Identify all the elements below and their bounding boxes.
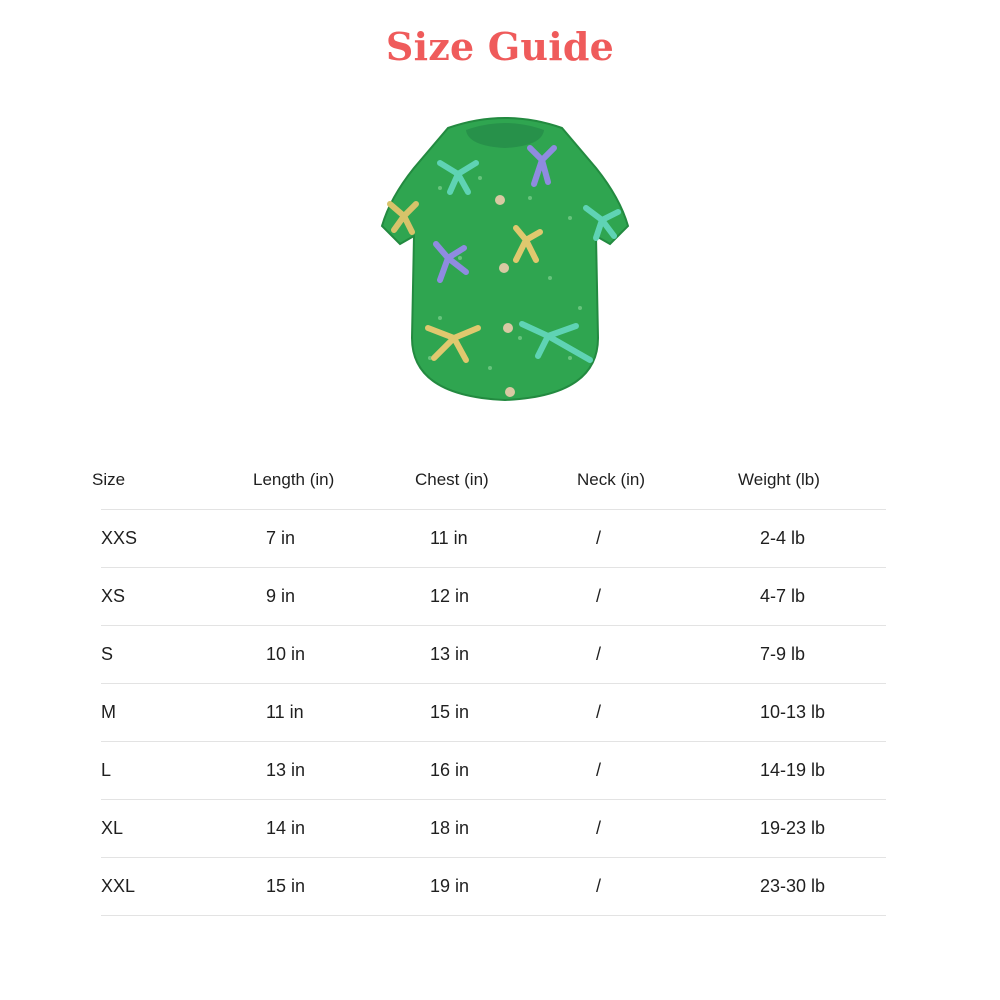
cell-neck: / [596,818,602,838]
cell-neck: / [596,876,602,896]
header-neck: Neck (in) [577,470,646,489]
cell-weight: 14-19 lb [760,760,826,780]
cell-neck: / [596,644,602,664]
cell-weight: 4-7 lb [760,586,806,606]
cell-size: XL [101,818,124,838]
cell-neck: / [596,528,602,548]
table-row [101,625,886,683]
cell-length: 14 in [266,818,306,838]
cell-length: 7 in [266,528,296,548]
cell-length: 10 in [266,644,306,664]
cell-length: 9 in [266,586,296,606]
cell-chest: 16 in [430,760,470,780]
table-row [101,567,886,625]
cell-chest: 11 in [430,528,468,548]
cell-size: XXL [101,876,136,896]
table-row [101,799,886,857]
cell-size: XS [101,586,126,606]
cell-size: L [101,760,112,780]
table-row [101,857,886,916]
cell-weight: 10-13 lb [760,702,826,722]
cell-weight: 23-30 lb [760,876,826,896]
sweater-illustration-icon [370,108,640,408]
header-length: Length (in) [253,470,335,489]
cell-chest: 15 in [430,702,470,722]
product-image [370,108,640,408]
table-row [101,683,886,741]
cell-chest: 18 in [430,818,470,838]
cell-neck: / [596,702,602,722]
cell-chest: 19 in [430,876,470,896]
cell-weight: 7-9 lb [760,644,806,664]
cell-chest: 12 in [430,586,470,606]
cell-size: M [101,702,116,722]
cell-neck: / [596,586,602,606]
cell-neck: / [596,760,602,780]
header-size: Size [92,470,126,489]
cell-weight: 2-4 lb [760,528,806,548]
header-weight: Weight (lb) [738,470,820,489]
table-header [90,452,886,509]
header-chest: Chest (in) [415,470,489,489]
table-row [101,509,886,567]
cell-size: XXS [101,528,138,548]
cell-length: 13 in [266,760,306,780]
size-table [90,452,886,916]
table-row [101,741,886,799]
cell-weight: 19-23 lb [760,818,826,838]
cell-chest: 13 in [430,644,470,664]
cell-length: 15 in [266,876,306,896]
page-title: Size Guide [385,24,615,69]
cell-size: S [101,644,114,664]
cell-length: 11 in [266,702,304,722]
